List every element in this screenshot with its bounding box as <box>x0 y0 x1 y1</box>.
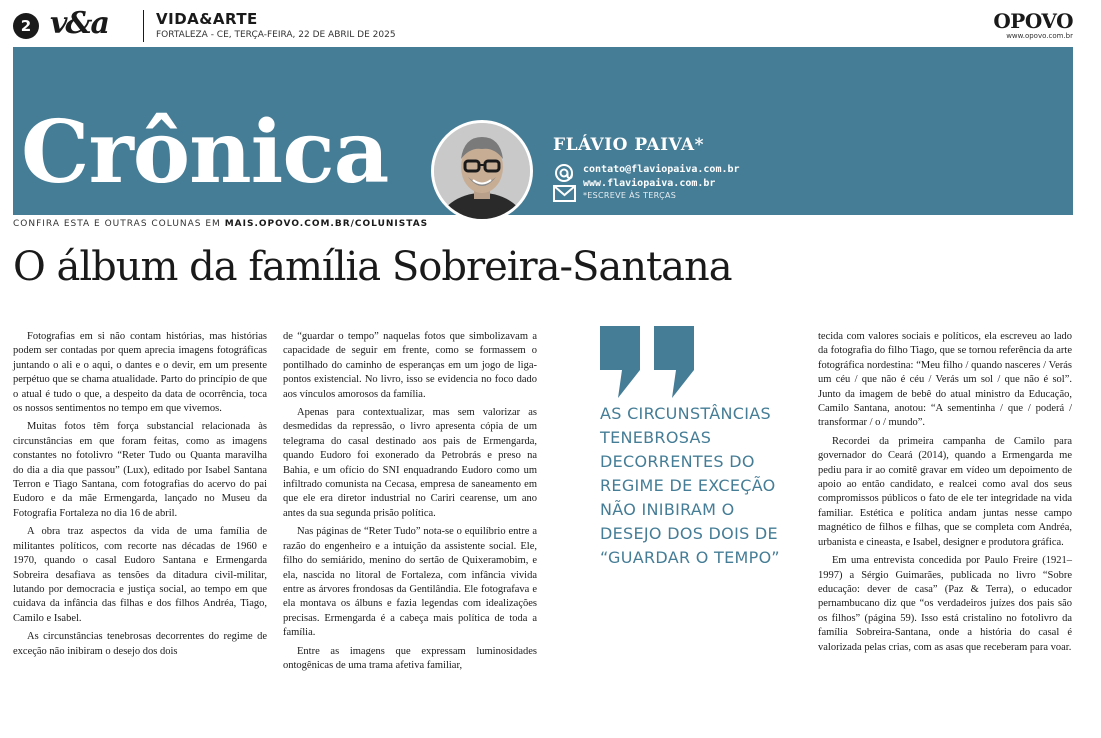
more-columns-prefix: CONFIRA ESTA E OUTRAS COLUNAS EM <box>13 219 221 229</box>
paragraph: Em uma entrevista concedida por Paulo Freire (1921–1997) a Sérgio Guimarães, publicada no livro “Sobre educação: dever de casa” (Paz & Terra), o educador pernambucano diz que “os verdadeiros juízes dos pais são os filhos” (página 59). Isso está cristalino no fotolivro da família Sobreira-Santana, onde a história do casal é valorizada pelas crias, com as asas que receberam para voar. <box>818 555 1072 653</box>
dateline: FORTALEZA - CE, TERÇA-FEIRA, 22 DE ABRIL DE 2025 <box>156 30 396 40</box>
paragraph: de “guardar o tempo” naquelas fotos que simbolizavam a capacidade de seguir em frente, como se formassem o pontilhado do caminho de esperanças em um jogo de liga-pontos existencial. No livro, isso se evidencia no foco dado aos vínculos amorosos da família. <box>283 331 537 400</box>
paragraph: Entre as imagens que expressam luminosidades ontogênicas de uma trama afetiva familiar, <box>283 645 537 671</box>
more-columns-link[interactable]: MAIS.OPOVO.COM.BR/COLUNISTAS <box>224 219 429 229</box>
author-portrait-icon <box>434 123 530 219</box>
section-logo: v&a <box>50 6 108 41</box>
envelope-icon <box>554 186 575 201</box>
more-columns-line <box>13 219 428 229</box>
author-website[interactable]: www.flaviopaiva.com.br <box>583 178 716 189</box>
article-column-2 <box>283 330 537 677</box>
paragraph: As circunstâncias tenebrosas decorrentes do regime de exceção não inibiram o desejo dos dois <box>13 631 267 657</box>
header-divider <box>143 10 144 42</box>
brand-url: www.opovo.com.br <box>1006 32 1073 40</box>
paragraph: Muitas fotos têm força substancial relacionada às circunstâncias em que foram feitas, como as imagens constantes no fotolivro “Reter Tudo ou Quanta maravilha do dia a dia que passou” (Lux), editado por Isabel Santana Terron e Tiago Santana, com fotografias do acervo do pai Eudoro e da mãe Ermengarda, lançado no Museu da Fotografia Fortaleza no dia 16 de abril. <box>13 421 267 519</box>
author-photo <box>431 120 533 222</box>
article-headline: O álbum da família Sobreira-Santana <box>13 244 732 290</box>
at-sign-icon <box>556 165 572 181</box>
paragraph: Apenas para contextualizar, mas sem valorizar as desmedidas da repressão, o livro apresenta cópia de um telegrama do casal destinado aos pais de Ermengarda, quando Eudoro foi exonerado da Petrobrás e preso na Bahia, e um ofício do SNI enquadrando Eudoro como um infiltrado comunista na Cecasa, empresa de saneamento em que ele era diretor industrial no Cariri cearense, um ano antes da sua segunda prisão política. <box>283 407 537 519</box>
pull-quote-text: AS CIRCUNSTÂNCIAS TENEBROSAS DECORRENTES DO REGIME DE EXCEÇÃO NÃO INIBIRAM O DESEJO DOS DOIS DE “GUARDAR O TEMPO” <box>600 404 780 567</box>
paragraph: Fotografias em si não contam histórias, mas histórias podem ser contadas por quem aprecia imagens fotográficas juntando o ali e o aqui, o dantes e o devir, em um presente perpétuo que se chama atualidade. Parto do princípio de que o atual é tudo o que, a despeito da data de ocorrência, toca os nossos sentimentos no tempo em que vivemos. <box>13 331 267 415</box>
banner-title: Crônica <box>21 102 389 203</box>
author-name: FLÁVIO PAIVA* <box>553 135 704 155</box>
quote-marks-icon <box>600 326 696 398</box>
paragraph: tecida com valores sociais e políticos, ela escreveu ao lado da fotografia do filho Tiago, que se tornou referência da arte fotográfica nordestina: “Meu filho / quando nasceres / Verás um céu / que não é céu / Verás um sol / que não é sol”. Junto da imagem de bebê do atual ministro da Educação, Camilo Santana, anotou: “A sementinha / que / poderá / transformar / o / mundo”. <box>818 331 1072 429</box>
author-email[interactable]: contato@flaviopaiva.com.br <box>583 164 740 175</box>
page-number: 2 <box>13 13 39 39</box>
article-column-1 <box>13 330 267 663</box>
brand-name: OPOVO <box>993 9 1073 33</box>
paragraph: A obra traz aspectos da vida de uma família de militantes políticos, com recorte nas décadas de 1960 e 1970, quando o casal Eudoro Santana e Ermengarda Sobreira desafiava as tensões da ditadura civil-militar, lutando por democracia e justiça social, ao tempo em que cuidava da infância das filhas e dos filhos Andréa, Tiago, Camilo e Isabel. <box>13 526 267 624</box>
contact-icons <box>553 164 577 204</box>
paragraph: Recordei da primeira campanha de Camilo para governador do Ceará (2014), quando a Ermengarda me pediu para ir ao comitê gravar em vídeo um depoimento de apoio ao então candidato, e realcei como aval dos seus compromissos públicos o fato de ele ter integridade na vida familiar. Estética e política andam juntas nesse campo magnético de filhos e filhas, que se completa com Andréa, urbanista e cineasta, e Isabel, designer e produtora gráfica. <box>818 435 1072 548</box>
article-column-4 <box>818 330 1072 659</box>
section-name: VIDA&ARTE <box>156 10 258 28</box>
brand-block <box>993 10 1073 40</box>
pull-quote <box>600 326 790 570</box>
contact-info <box>583 163 740 200</box>
column-banner <box>13 47 1073 215</box>
paragraph: Nas páginas de “Reter Tudo” nota-se o equilíbrio entre a razão do engenheiro e a intuição da assistente social. Ele, filho do semiárido, menino do sertão de Quixeramobim, e ela, nascida no litoral de Fortaleza, com infância vivida entre as árvores frondosas da Gentilândia. Ele fotografava e ela montava os álbuns e fazia legendas com idealizações precisas. Ermengarda é a cabeça mais política de toda a família. <box>283 526 537 639</box>
schedule-note: *ESCREVE ÀS TERÇAS <box>583 191 677 200</box>
